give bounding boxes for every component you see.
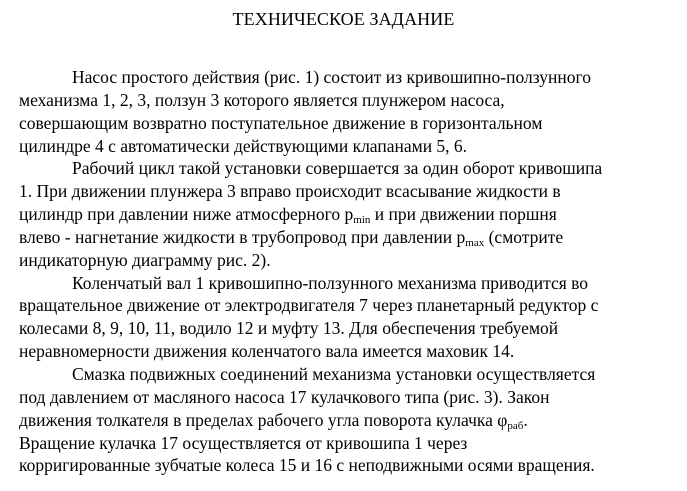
text-run: корригированные зубчатые колеса 15 и 16 с неподвижными осями вращения. — [19, 455, 595, 476]
document-body — [19, 66, 687, 477]
text-line — [19, 203, 687, 226]
subscript: раб — [507, 419, 524, 432]
text-line — [19, 112, 687, 135]
subscript: max — [465, 236, 485, 249]
text-run: Насос простого действия (рис. 1) состоит из кривошипно-ползунного — [72, 67, 591, 87]
text-run: движения толкателя в пределах рабочего угла поворота кулачка φ — [19, 409, 508, 430]
text-run: под давлением от масляного насоса 17 кулачкового типа (рис. 3). Закон — [19, 386, 550, 407]
text-run: колесами 8, 9, 10, 11, водило 12 и муфту 13. Для обеспечения требуемой — [19, 318, 559, 339]
text-run: совершающим возвратно поступательное движение в горизонтальном — [19, 112, 543, 133]
text-line — [19, 317, 687, 340]
text-line — [19, 226, 687, 249]
text-run: Коленчатый вал 1 кривошипно-ползунного механизма приводится во — [72, 272, 589, 293]
text-line — [19, 135, 687, 158]
text-run: Вращение кулачка 17 осуществляется от кривошипа 1 через — [19, 432, 468, 453]
text-run: неравномерности движения коленчатого вала имеется маховик 14. — [19, 341, 515, 362]
text-line — [19, 454, 687, 477]
text-line — [19, 272, 687, 295]
text-line — [19, 409, 687, 432]
text-line — [19, 363, 687, 386]
text-run: индикаторную диаграмму рис. 2). — [19, 249, 271, 270]
document-title: ТЕХНИЧЕСКОЕ ЗАДАНИЕ — [232, 9, 455, 29]
text-line — [19, 249, 687, 272]
text-line — [19, 157, 687, 180]
text-line — [19, 340, 687, 363]
text-run: влево - нагнетание жидкости в трубопровод при давлении p — [19, 226, 466, 247]
text-run: и при движении поршня — [370, 204, 557, 225]
text-run: (смотрите — [484, 226, 564, 247]
text-run: цилиндре 4 с автоматически действующими клапанами 5, 6. — [19, 135, 468, 156]
text-line — [19, 432, 687, 455]
text-line — [19, 89, 687, 112]
text-line — [19, 180, 687, 203]
text-run: цилиндр при давлении ниже атмосферного p — [19, 204, 354, 225]
text-run: механизма 1, 2, 3, ползун 3 которого является плунжером насоса, — [19, 89, 505, 110]
text-run: Смазка подвижных соединений механизма установки осуществляется — [72, 363, 596, 384]
text-run: Рабочий цикл такой установки совершается за один оборот кривошипа — [72, 158, 603, 179]
text-run: . — [523, 409, 528, 430]
text-line — [19, 294, 687, 317]
text-line — [19, 386, 687, 409]
text-line — [19, 66, 687, 89]
subscript: min — [353, 214, 371, 227]
text-run: 1. При движении плунжера 3 вправо происходит всасывание жидкости в — [19, 181, 561, 202]
text-run: вращательное движение от электродвигателя 7 через планетарный редуктор с — [19, 295, 599, 316]
